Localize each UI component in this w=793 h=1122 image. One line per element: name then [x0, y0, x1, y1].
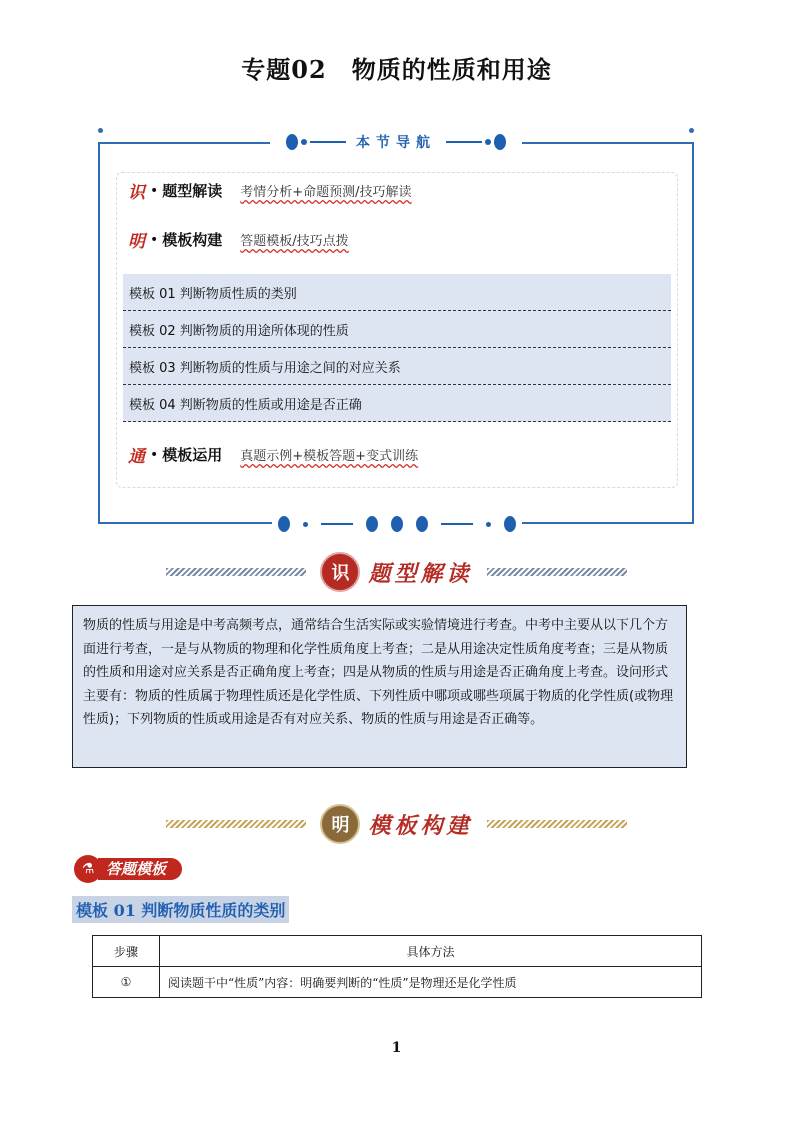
nav-small-dot-icon [486, 522, 491, 527]
page-title: 专题02 物质的性质和用途 [241, 55, 552, 84]
template-list [123, 274, 671, 422]
template-list-item[interactable]: 模板 03 判断物质的性质与用途之间的对应关系 [123, 348, 671, 385]
nav-row-name: 模板运用 [162, 446, 223, 464]
table-cell-step: ① [93, 967, 160, 998]
nav-footer [272, 512, 522, 536]
nav-dash-icon [310, 141, 346, 143]
nav-row-name: 模板构建 [162, 231, 223, 249]
nav-dot-icon [391, 516, 403, 532]
nav-dash-icon [441, 523, 473, 525]
nav-bullet: • [150, 231, 159, 248]
template-list-item[interactable]: 模板 02 判断物质的用途所体现的性质 [123, 311, 671, 348]
table-header-method: 具体方法 [160, 936, 702, 967]
answer-template-badge [74, 855, 182, 883]
nav-header [270, 130, 522, 154]
nav-header-label: 本节导航 [356, 135, 436, 151]
nav-glyph: 识 [128, 183, 145, 203]
template-list-item[interactable]: 模板 04 判断物质的性质或用途是否正确 [123, 385, 671, 422]
section-title: 题型解读 [368, 560, 473, 587]
nav-dot-icon [278, 516, 290, 532]
seal-icon: 识 [320, 552, 360, 592]
steps-table [92, 935, 702, 998]
banner-stripe [487, 568, 627, 576]
nav-dot-icon [416, 516, 428, 532]
table-row [93, 967, 702, 998]
nav-row-construct[interactable] [128, 227, 349, 252]
nav-small-dot-icon [301, 139, 307, 145]
nav-row-hint: 答题模板/技巧点拨 [240, 234, 349, 249]
nav-dot-icon [286, 134, 298, 150]
banner-stripe [487, 820, 627, 828]
nav-row-hint: 考情分析+命题预测/技巧解读 [240, 185, 412, 200]
nav-bullet: • [150, 182, 159, 199]
nav-row-hint: 真题示例+模板答题+变式训练 [240, 449, 419, 464]
banner-stripe [166, 568, 306, 576]
seal-icon: 明 [320, 804, 360, 844]
nav-row-apply[interactable] [128, 442, 418, 467]
banner-stripe [166, 820, 306, 828]
nav-small-dot-icon [303, 522, 308, 527]
nav-dash-icon [321, 523, 353, 525]
nav-row-interpret[interactable] [128, 178, 412, 203]
template-list-item[interactable]: 模板 01 判断物质性质的类别 [123, 274, 671, 311]
table-header-row [93, 936, 702, 967]
nav-dot-icon [504, 516, 516, 532]
section-banner-interpret [0, 552, 793, 592]
intro-paragraph: 物质的性质与用途是中考高频考点，通常结合生活实际或实验情境进行考查。中考中主要从以下几个方面进行考查，一是与从物质的物理和化学性质角度上考查；二是从用途决定性质角度考查；三是从物质的性质和用途对应关系是否正确角度上考查；四是从物质的性质与用途是否正确角度上考查。设问形式主要有：物质的性质属于物理性质还是化学性质、下列性质中哪项或哪些项属于物质的化学性质(或物理性质)；下列物质的性质或用途是否有对应关系、物质的性质与用途是否正确等。 [72, 605, 687, 768]
nav-dot-icon [494, 134, 506, 150]
nav-dot-icon [366, 516, 378, 532]
flask-icon: ⚗ [74, 855, 102, 883]
template-heading: 模板 01 判断物质性质的类别 [72, 896, 289, 923]
badge-label: 答题模板 [98, 858, 182, 880]
nav-dash-icon [446, 141, 482, 143]
table-header-step: 步骤 [93, 936, 160, 967]
table-cell-method: 阅读题干中“性质”内容：明确要判断的“性质”是物理还是化学性质 [160, 967, 702, 998]
nav-bullet: • [150, 446, 159, 463]
nav-glyph: 通 [128, 447, 145, 467]
nav-row-name: 题型解读 [162, 182, 223, 200]
nav-glyph: 明 [128, 232, 145, 252]
nav-small-dot-icon [485, 139, 491, 145]
page-number: 1 [391, 1040, 402, 1056]
section-banner-construct [0, 804, 793, 844]
section-title: 模板构建 [368, 812, 473, 839]
